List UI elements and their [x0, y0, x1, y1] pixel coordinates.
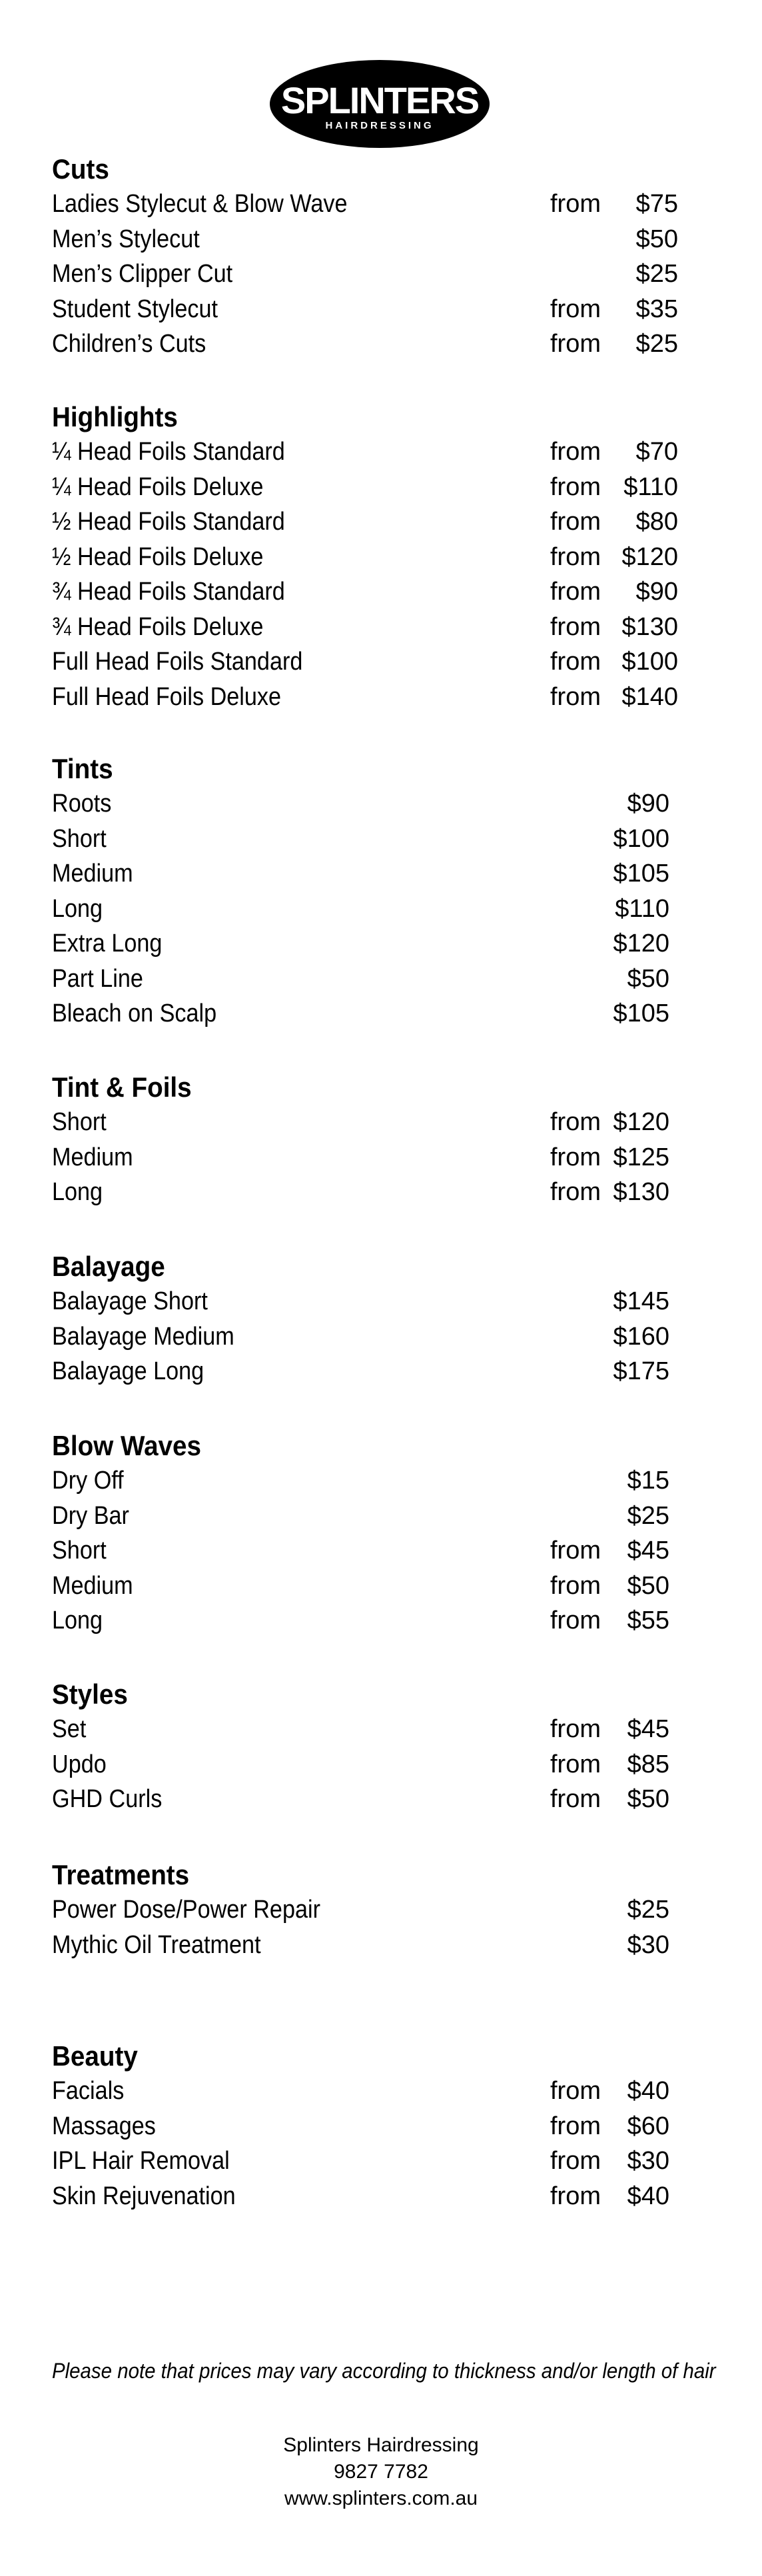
service-price: $45	[627, 1715, 669, 1743]
service-price: $130	[621, 612, 678, 641]
service-name: ½ Head Foils Deluxe	[52, 542, 264, 571]
from-label: from	[550, 472, 601, 501]
service-name: Mythic Oil Treatment	[52, 1930, 261, 1959]
service-name: Long	[52, 1178, 103, 1206]
service-price: $80	[635, 508, 678, 536]
section-styles	[52, 1677, 669, 1817]
service-name: Long	[52, 894, 103, 923]
section-title: Balayage	[52, 1251, 165, 1282]
service-price: $40	[627, 2182, 669, 2210]
service-name: Skin Rejuvenation	[52, 2182, 236, 2210]
price-row	[52, 2144, 669, 2179]
service-name: Set	[52, 1715, 87, 1743]
price-row	[52, 1603, 669, 1638]
service-name: Extra Long	[52, 930, 163, 958]
price-row	[52, 222, 678, 257]
price-row	[52, 470, 678, 505]
price-row	[52, 187, 678, 222]
service-name: Men’s Clipper Cut	[52, 260, 233, 288]
from-label: from	[550, 578, 601, 606]
service-name: Short	[52, 1537, 107, 1565]
service-price: $40	[627, 2077, 669, 2105]
service-price: $25	[627, 1501, 669, 1530]
section-title: Beauty	[52, 2040, 138, 2072]
service-name: Long	[52, 1607, 103, 1634]
section-title: Tint & Foils	[52, 1071, 192, 1103]
from-label: from	[550, 1715, 601, 1743]
service-name: Full Head Foils Standard	[52, 648, 303, 676]
service-price: $140	[621, 682, 678, 711]
service-name: Ladies Stylecut & Blow Wave	[52, 190, 348, 218]
service-name: ¾ Head Foils Deluxe	[52, 612, 264, 641]
service-price: $60	[627, 2112, 669, 2140]
section-tint-foils	[52, 1070, 669, 1210]
price-row	[52, 1928, 669, 1963]
service-name: Student Stylecut	[52, 295, 218, 323]
from-label: from	[550, 1750, 601, 1778]
service-price: $35	[635, 295, 678, 323]
service-name: Massages	[52, 2112, 156, 2140]
service-name: Updo	[52, 1750, 107, 1778]
service-name: Dry Off	[52, 1467, 124, 1495]
service-price: $55	[627, 1607, 669, 1634]
service-price: $90	[627, 790, 669, 818]
price-row	[52, 856, 669, 892]
from-label: from	[550, 1607, 601, 1634]
splinters-logo	[270, 60, 490, 148]
price-row	[52, 1747, 669, 1782]
price-row	[52, 786, 669, 822]
section-highlights	[52, 400, 678, 714]
price-row	[52, 1569, 669, 1604]
from-label: from	[550, 190, 601, 218]
service-price: $45	[627, 1537, 669, 1565]
service-price: $85	[627, 1750, 669, 1778]
service-price: $30	[627, 2147, 669, 2175]
service-name: Roots	[52, 790, 112, 818]
from-label: from	[550, 648, 601, 676]
section-cuts	[52, 152, 678, 362]
from-label: from	[550, 1108, 601, 1136]
from-label: from	[550, 1178, 601, 1206]
price-row	[52, 1499, 669, 1534]
price-row	[52, 1463, 669, 1499]
from-label: from	[550, 1537, 601, 1565]
section-beauty	[52, 2039, 669, 2214]
from-label: from	[550, 508, 601, 536]
service-name: Short	[52, 1108, 107, 1136]
price-row	[52, 610, 678, 645]
price-row	[52, 1892, 669, 1928]
service-name: ¾ Head Foils Standard	[52, 578, 285, 606]
section-title: Highlights	[52, 401, 178, 432]
price-row	[52, 1533, 669, 1569]
from-label: from	[550, 438, 601, 466]
service-price: $15	[627, 1467, 669, 1495]
from-label: from	[550, 1143, 601, 1171]
service-name: Balayage Medium	[52, 1322, 234, 1351]
footer-website[interactable]: www.splinters.com.au	[284, 2487, 478, 2509]
price-row	[52, 1319, 669, 1355]
section-title: Styles	[52, 1678, 128, 1710]
service-price: $90	[635, 578, 678, 606]
section-tints	[52, 752, 669, 1031]
logo-subtitle: HAIRDRESSING	[325, 119, 434, 131]
price-row	[52, 680, 678, 715]
service-price: $50	[627, 1785, 669, 1813]
service-price: $110	[623, 472, 678, 501]
from-label: from	[550, 1571, 601, 1600]
service-price: $105	[613, 860, 669, 888]
from-label: from	[550, 2182, 601, 2210]
service-name: Part Line	[52, 964, 143, 993]
service-price: $110	[615, 894, 669, 923]
from-label: from	[550, 295, 601, 323]
section-title: Tints	[52, 753, 113, 784]
service-price: $50	[627, 1571, 669, 1600]
price-row	[52, 962, 669, 997]
service-price: $105	[613, 999, 669, 1027]
from-label: from	[550, 2077, 601, 2105]
service-price: $130	[613, 1178, 669, 1206]
service-price: $25	[635, 260, 678, 288]
price-row	[52, 540, 678, 575]
price-row	[52, 574, 678, 610]
price-row	[52, 1140, 669, 1175]
service-price: $120	[613, 1108, 669, 1136]
service-name: Dry Bar	[52, 1501, 129, 1530]
price-row	[52, 1175, 669, 1210]
service-price: $25	[635, 330, 678, 358]
price-row	[52, 1284, 669, 1319]
service-name: Medium	[52, 860, 133, 888]
footer	[0, 2432, 762, 2512]
service-name: Children’s Cuts	[52, 330, 206, 358]
price-row	[52, 434, 678, 470]
service-price: $25	[627, 1896, 669, 1924]
logo-wordmark: SPLINTERS	[280, 79, 479, 121]
service-price: $100	[621, 648, 678, 676]
service-name: Full Head Foils Deluxe	[52, 682, 282, 711]
price-row	[52, 822, 669, 857]
price-row	[52, 504, 678, 540]
service-price: $50	[627, 964, 669, 993]
from-label: from	[550, 2147, 601, 2175]
service-price: $70	[635, 438, 678, 466]
from-label: from	[550, 2112, 601, 2140]
service-price: $120	[613, 930, 669, 958]
price-row	[52, 292, 678, 327]
service-price: $125	[613, 1143, 669, 1171]
service-name: Men’s Stylecut	[52, 225, 200, 253]
service-name: IPL Hair Removal	[52, 2147, 230, 2175]
footer-business-name: Splinters Hairdressing	[283, 2434, 479, 2456]
from-label: from	[550, 682, 601, 711]
price-row	[52, 1712, 669, 1747]
service-name: Balayage Long	[52, 1357, 204, 1385]
service-price: $120	[621, 542, 678, 571]
service-price: $30	[627, 1930, 669, 1959]
service-price: $100	[613, 824, 669, 853]
service-name: Short	[52, 824, 107, 853]
from-label: from	[550, 612, 601, 641]
price-row	[52, 2109, 669, 2144]
service-name: GHD Curls	[52, 1785, 163, 1813]
price-row	[52, 996, 669, 1031]
service-name: Facials	[52, 2077, 125, 2105]
service-price: $145	[613, 1287, 669, 1315]
section-blow-waves	[52, 1429, 669, 1638]
service-name: Balayage Short	[52, 1287, 208, 1315]
section-treatments	[52, 1858, 669, 1962]
service-price: $160	[613, 1322, 669, 1351]
service-price: $75	[635, 190, 678, 218]
service-name: ½ Head Foils Standard	[52, 508, 285, 536]
footer-phone: 9827 7782	[334, 2461, 428, 2483]
from-label: from	[550, 1785, 601, 1813]
price-row	[52, 1782, 669, 1817]
service-price: $175	[613, 1357, 669, 1385]
from-label: from	[550, 330, 601, 358]
price-row	[52, 892, 669, 927]
section-title: Blow Waves	[52, 1430, 202, 1461]
price-row	[52, 1354, 669, 1389]
price-row	[52, 2074, 669, 2109]
price-note: Please note that prices may vary according to thickness and/or length of hair	[52, 2359, 716, 2383]
price-row	[52, 644, 678, 680]
service-price: $50	[635, 225, 678, 253]
service-name: Bleach on Scalp	[52, 999, 217, 1027]
section-title: Cuts	[52, 153, 109, 185]
section-balayage	[52, 1249, 669, 1389]
price-row	[52, 257, 678, 292]
service-name: Medium	[52, 1143, 133, 1171]
service-name: Medium	[52, 1571, 133, 1600]
price-row	[52, 1105, 669, 1140]
service-name: ¼ Head Foils Deluxe	[52, 472, 264, 501]
section-title: Treatments	[52, 1859, 190, 1890]
service-name: ¼ Head Foils Standard	[52, 438, 285, 466]
service-name: Power Dose/Power Repair	[52, 1896, 320, 1924]
from-label: from	[550, 542, 601, 571]
price-row	[52, 926, 669, 962]
price-row	[52, 326, 678, 362]
price-row	[52, 2179, 669, 2214]
